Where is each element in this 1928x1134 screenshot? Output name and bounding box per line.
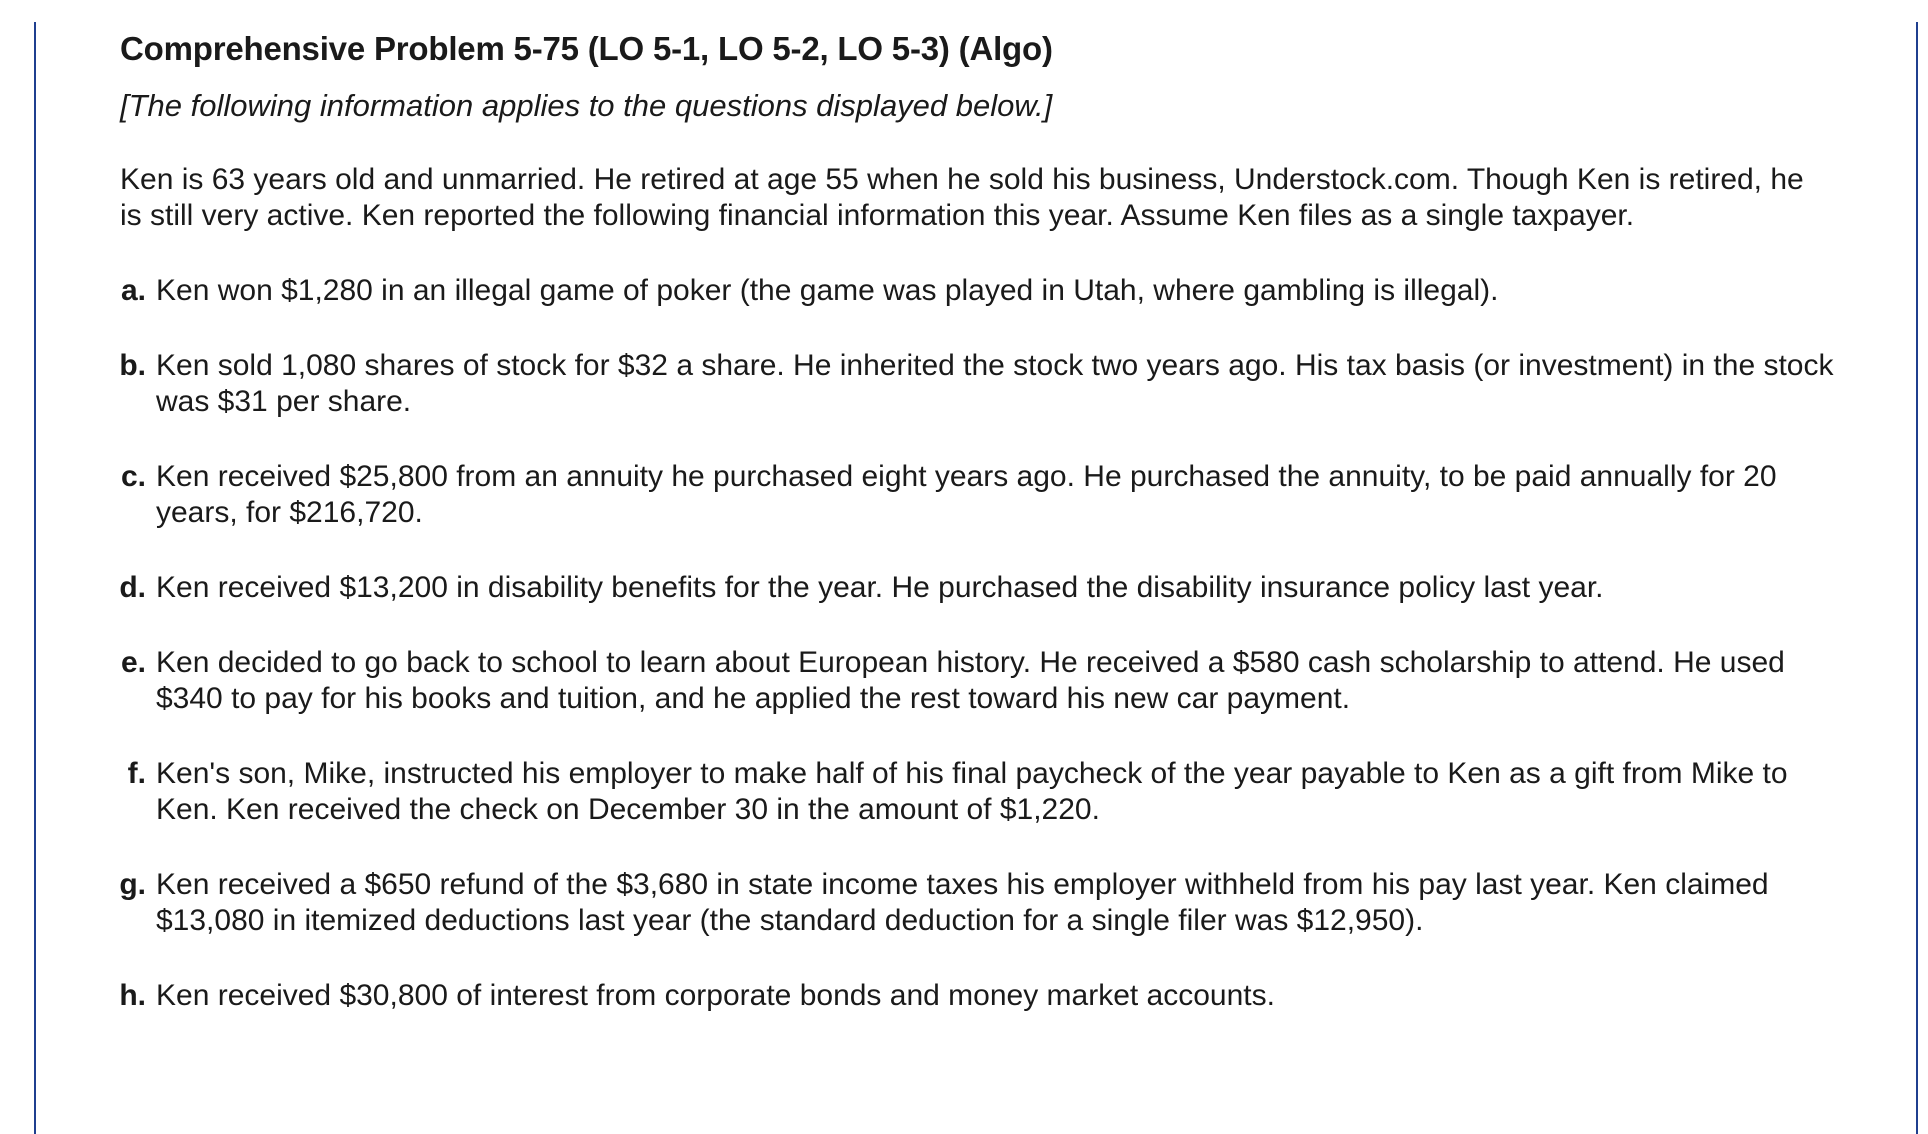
list-item bbox=[110, 756, 1850, 828]
list-item bbox=[110, 867, 1850, 939]
list-item bbox=[110, 570, 1850, 606]
item-letter: e. bbox=[120, 646, 146, 679]
item-letter: g. bbox=[119, 868, 146, 901]
item-text: Ken received $13,200 in disability benefits for the year. He purchased the disability insurance policy last year. bbox=[156, 571, 1604, 604]
list-item bbox=[110, 459, 1850, 531]
problem-title: Comprehensive Problem 5-75 (LO 5-1, LO 5-2, LO 5-3) (Algo) bbox=[120, 30, 1053, 67]
item-text: Ken sold 1,080 shares of stock for $32 a share. He inherited the stock two years ago. His tax basis (or investment) in the stock was $31 per share. bbox=[156, 349, 1834, 418]
item-text: Ken won $1,280 in an illegal game of poker (the game was played in Utah, where gambling is illegal). bbox=[156, 274, 1499, 307]
list-item bbox=[110, 978, 1850, 1014]
item-letter: f. bbox=[127, 757, 146, 790]
item-text: Ken received $25,800 from an annuity he purchased eight years ago. He purchased the annuity, to be paid annually for 20 years, for $216,720. bbox=[156, 460, 1777, 529]
item-letter: b. bbox=[119, 349, 146, 382]
list-item bbox=[110, 273, 1850, 309]
item-letter: d. bbox=[119, 571, 146, 604]
item-text: Ken received a $650 refund of the $3,680 in state income taxes his employer withheld from his pay last year. Ken claimed $13,080 in itemized deductions last year (the standard deduction for a single filer was $12,950). bbox=[156, 868, 1769, 937]
item-letter: h. bbox=[119, 979, 146, 1012]
item-text: Ken received $30,800 of interest from corporate bonds and money market accounts. bbox=[156, 979, 1275, 1012]
problem-items-list bbox=[110, 273, 1850, 1014]
problem-content bbox=[120, 30, 1840, 1053]
item-text: Ken decided to go back to school to learn about European history. He received a $580 cash scholarship to attend. He used $340 to pay for his books and tuition, and he applied the rest toward his new car payment. bbox=[156, 646, 1785, 715]
problem-intro: Ken is 63 years old and unmarried. He retired at age 55 when he sold his business, Understock.com. Though Ken is retired, he is still very active. Ken reported the following financial information this year. Assume Ken files as a single taxpayer. bbox=[120, 163, 1804, 232]
list-item bbox=[110, 645, 1850, 717]
item-text: Ken's son, Mike, instructed his employer to make half of his final paycheck of the year payable to Ken as a gift from Mike to Ken. Ken received the check on December 30 in the amount of $1,220. bbox=[156, 757, 1788, 826]
item-letter: c. bbox=[120, 460, 146, 493]
list-item bbox=[110, 348, 1850, 420]
problem-subtitle: [The following information applies to the questions displayed below.] bbox=[120, 88, 1053, 123]
item-letter: a. bbox=[120, 274, 146, 307]
